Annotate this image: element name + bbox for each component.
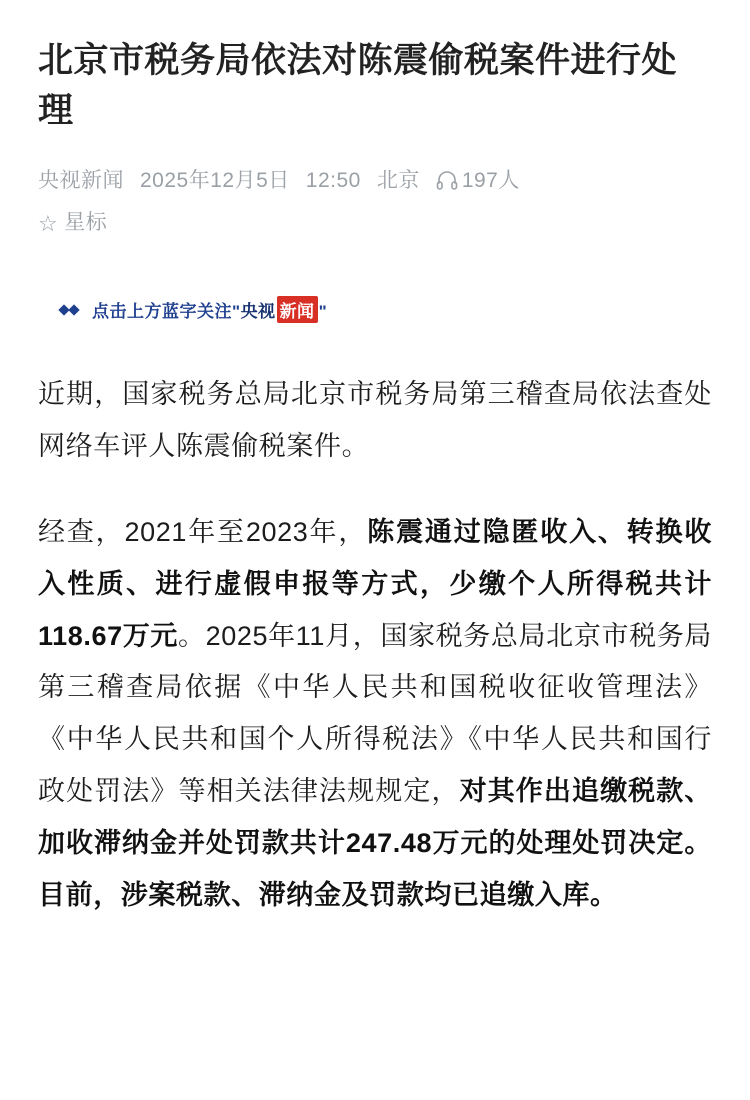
meta-date: 2025年12月5日 bbox=[140, 169, 290, 193]
article-meta bbox=[38, 161, 712, 204]
promo-prefix: 点击上方蓝字关注 bbox=[92, 302, 232, 322]
follow-promo[interactable] bbox=[38, 296, 712, 323]
paragraph bbox=[38, 507, 712, 922]
promo-brand-first: 央视 bbox=[240, 302, 276, 322]
meta-time: 12:50 bbox=[305, 169, 361, 193]
promo-brand-badge: 新闻 bbox=[277, 296, 318, 323]
meta-location: 北京 bbox=[376, 169, 420, 193]
diamond-bullet-icon bbox=[58, 302, 84, 318]
promo-close-quote: " bbox=[318, 302, 328, 322]
follow-promo-text bbox=[92, 296, 327, 323]
promo-open-quote: " bbox=[232, 302, 241, 322]
body-text: 经查，2021年至2023年， bbox=[38, 516, 368, 547]
page-title: 北京市税务局依法对陈震偷税案件进行处理 bbox=[38, 41, 678, 130]
body-text: 。2025年11月，国家税务总局北京市税务局第三稽查局依据《中华人民共和国税收征收管理法》《中华人民共和国个人所得税法》《中华人民共和国行政处罚法》等相关法律法规规定， bbox=[38, 620, 712, 807]
star-button[interactable] bbox=[38, 206, 712, 236]
listen-count-label: 197人 bbox=[461, 169, 520, 193]
body-text: 近期，国家税务总局北京市税务局第三稽查局依法查处网络车评人陈震偷税案件。 bbox=[38, 379, 712, 462]
meta-source[interactable]: 央视新闻 bbox=[38, 169, 124, 193]
headphones-icon bbox=[436, 164, 458, 204]
emphasis-text: 陈震通过隐匿收入、转换收入性质、进行虚假申报等方式，少缴个人所得税共计118.67万元 bbox=[38, 516, 712, 651]
article-body bbox=[38, 369, 712, 921]
emphasis-text: 对其作出追缴税款、加收滞纳金并处罚款共计247.48万元的处理处罚决定。目前，涉案税款、滞纳金及罚款均已追缴入库。 bbox=[38, 776, 712, 910]
listen-count-group[interactable] bbox=[436, 169, 520, 192]
paragraph bbox=[38, 369, 712, 473]
star-label: 星标 bbox=[64, 211, 108, 235]
star-outline-icon: ☆ bbox=[38, 211, 59, 237]
